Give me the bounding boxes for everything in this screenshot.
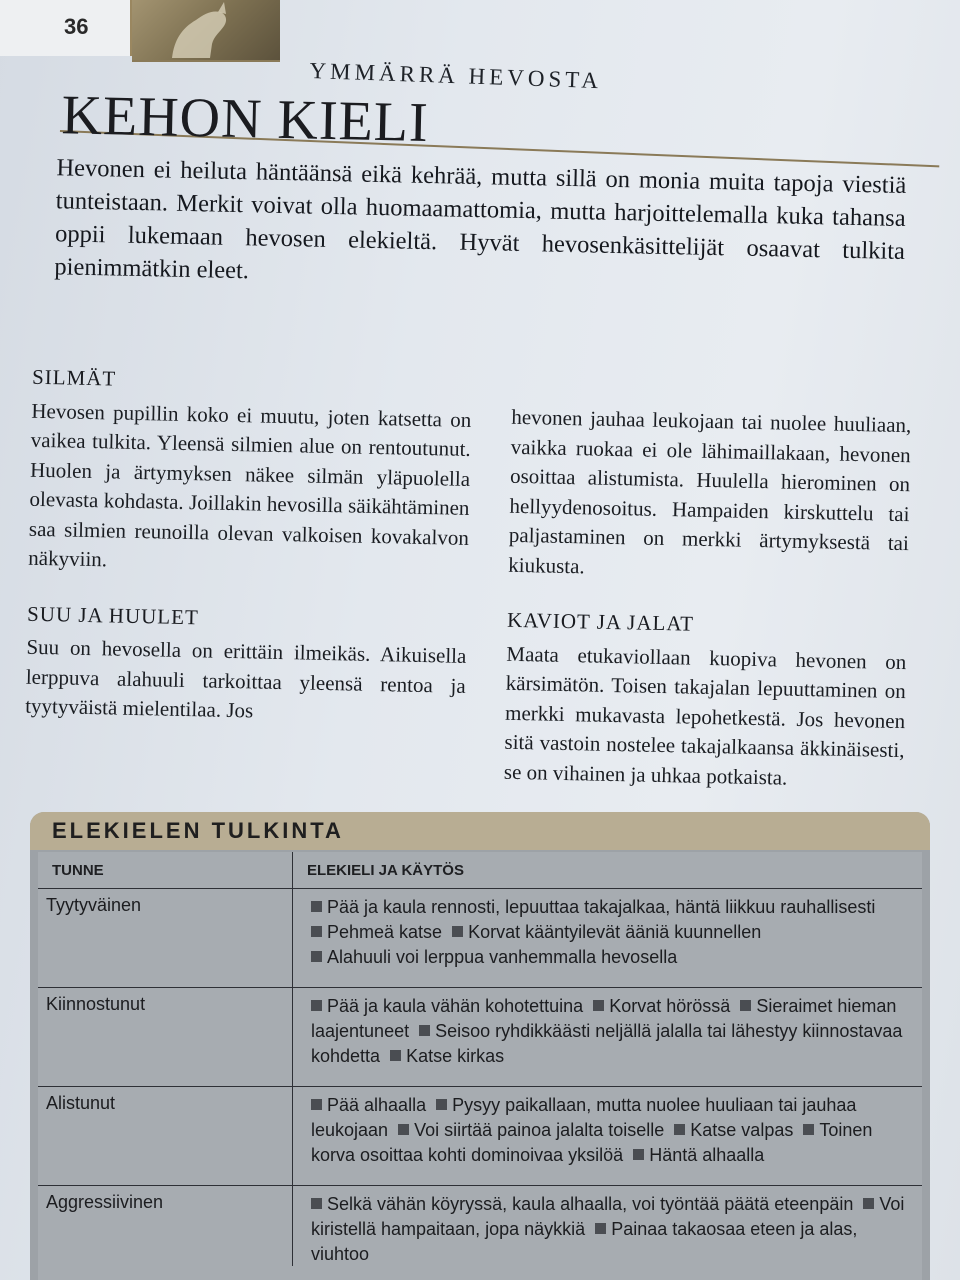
table-title: ELEKIELEN TULKINTA — [30, 812, 930, 850]
emotion-cell: Aggressiivinen — [38, 1186, 293, 1266]
behaviour-item: Pää ja kaula rennosti, lepuuttaa takajalkaa, häntä liikkuu rauhallisesti — [311, 895, 908, 920]
behaviour-item: Selkä vähän köyryssä, kaula alhaalla, voi työntää päätä eteenpäin — [311, 1194, 853, 1214]
emotion-cell: Alistunut — [38, 1087, 293, 1185]
behaviour-item: Pehmeä katse — [311, 922, 442, 942]
bullet-square-icon — [390, 1050, 401, 1061]
col-header-behaviour: ELEKIELI JA KÄYTÖS — [307, 862, 464, 879]
bullet-square-icon — [311, 1099, 322, 1110]
behaviour-item: Pysyy paikallaan, mutta nuolee huuliaan tai jauhaa leukojaan — [311, 1095, 857, 1140]
behaviour-item: Pää alhaalla — [311, 1095, 426, 1115]
bullet-square-icon — [311, 1198, 322, 1209]
heading-silmat: SILMÄT — [31, 364, 117, 391]
heading-kaviot: KAVIOT JA JALAT — [506, 607, 695, 636]
behaviour-item: Toinen korva osoittaa kohti dominoivaa yksilöä — [311, 1120, 873, 1165]
text-suu-continued: hevonen jauhaa leukojaan tai nuolee huuliaan, vaikka ruokaa ei ole lähimaillakaan, hevonen osoittaa alistumista. Huulella hierominen on hellyydenosoitus. Hampaiden kirskuttelu tai paljastaminen on merkki ärtymyksestä tai kiukusta. — [508, 404, 912, 578]
behaviour-item: Korvat kääntyilevät ääniä kuunnellen — [447, 922, 761, 942]
bullet-square-icon — [595, 1223, 606, 1234]
behaviour-item: Pää ja kaula vähän kohotettuina — [311, 996, 583, 1016]
behaviour-cell — [293, 1087, 922, 1185]
body-language-table — [30, 812, 930, 1280]
text-suu: Suu on hevosella on erittäin ilmeikäs. Aikuisella lerppuva alahuuli tarkoittaa yleensä rentoa ja tyytyväistä mielentilaa. Jos — [24, 634, 467, 723]
text-kaviot: Maata etukaviollaan kuopiva hevonen on kärsimätön. Toisen takajalan lepuuttaminen on merkki mukavasta lepohetkestä. Jos hevonen sitä vastoin nostelee takajalkaansa äkkinäisesti, se on vihainen ja uhkaa potkaista. — [503, 641, 907, 790]
page-number: 36 — [64, 14, 89, 39]
bullet-square-icon — [436, 1099, 447, 1110]
bullet-square-icon — [803, 1124, 814, 1135]
table-row — [38, 988, 922, 1087]
behaviour-item: Korvat hörössä — [588, 996, 730, 1016]
behaviour-item: Häntä alhaalla — [628, 1145, 764, 1165]
behaviour-item: Alahuuli voi lerppua vanhemmalla hevosella — [311, 945, 908, 970]
emotion-cell: Kiinnostunut — [38, 988, 293, 1086]
bullet-square-icon — [593, 1000, 604, 1011]
bullet-square-icon — [311, 926, 322, 937]
behaviour-item: Voi kiristellä hampaitaan, jopa näykkiä — [311, 1194, 905, 1239]
table-row — [38, 889, 922, 988]
bullet-square-icon — [633, 1149, 644, 1160]
bullet-square-icon — [863, 1198, 874, 1209]
behaviour-item: Painaa takaosaa eteen ja alas, viuhtoo — [311, 1219, 858, 1264]
behaviour-item: Voi siirtää painoa jalalta toiselle — [393, 1120, 664, 1140]
table-row — [38, 1186, 922, 1266]
emotion-cell: Tyytyväinen — [38, 889, 293, 987]
table-header-row — [38, 852, 922, 889]
bullet-square-icon — [740, 1000, 751, 1011]
bullet-square-icon — [311, 951, 322, 962]
behaviour-item: Sieraimet hieman laajentuneet — [311, 996, 897, 1041]
table-body — [38, 852, 922, 1280]
intro-paragraph: Hevonen ei heiluta häntäänsä eikä kehrää, mutta sillä on monia muita tapoja viestiä tunteistaan. Merkit voivat olla huomaamattomia, mutta harjoittelemalla kuka tahansa oppii lukemaan hevosen elekieltä. Hyvät hevosenkäsittelijät osaavat tulkita pienimmätkin eleet. — [54, 154, 907, 285]
bullet-square-icon — [311, 901, 322, 912]
bullet-square-icon — [419, 1025, 430, 1036]
table-row — [38, 1087, 922, 1186]
left-column — [24, 363, 472, 757]
behaviour-item: Katse kirkas — [385, 1046, 504, 1066]
text-silmat: Hevosen pupillin koko ei muutu, joten katsetta on vaikea tulkita. Yleensä silmien alue on rentoutunut. Huolen ja ärtymyksen näkee silmän yläpuolella olevasta kohdasta. Joillakin hevosilla säikähtäminen saa silmien reunoilla olevan valkoisen kovakalvon näkyviin. — [28, 398, 472, 572]
bullet-square-icon — [398, 1124, 409, 1135]
behaviour-item: Seisoo ryhdikkäästi neljällä jalalla tai lähestyy kiinnostavaa kohdetta — [311, 1021, 903, 1066]
behaviour-cell — [293, 889, 922, 987]
right-column — [503, 403, 911, 821]
section-title: YMMÄRRÄ HEVOSTA — [309, 58, 603, 94]
col-header-emotion: TUNNE — [38, 852, 293, 888]
heading-suu: SUU JA HUULET — [26, 601, 200, 629]
behaviour-item: Katse valpas — [669, 1120, 793, 1140]
bullet-square-icon — [674, 1124, 685, 1135]
bullet-square-icon — [311, 1000, 322, 1011]
bullet-square-icon — [452, 926, 463, 937]
page-title: KEHON KIELI — [60, 84, 430, 154]
behaviour-cell — [293, 988, 922, 1086]
behaviour-cell — [293, 1186, 922, 1266]
